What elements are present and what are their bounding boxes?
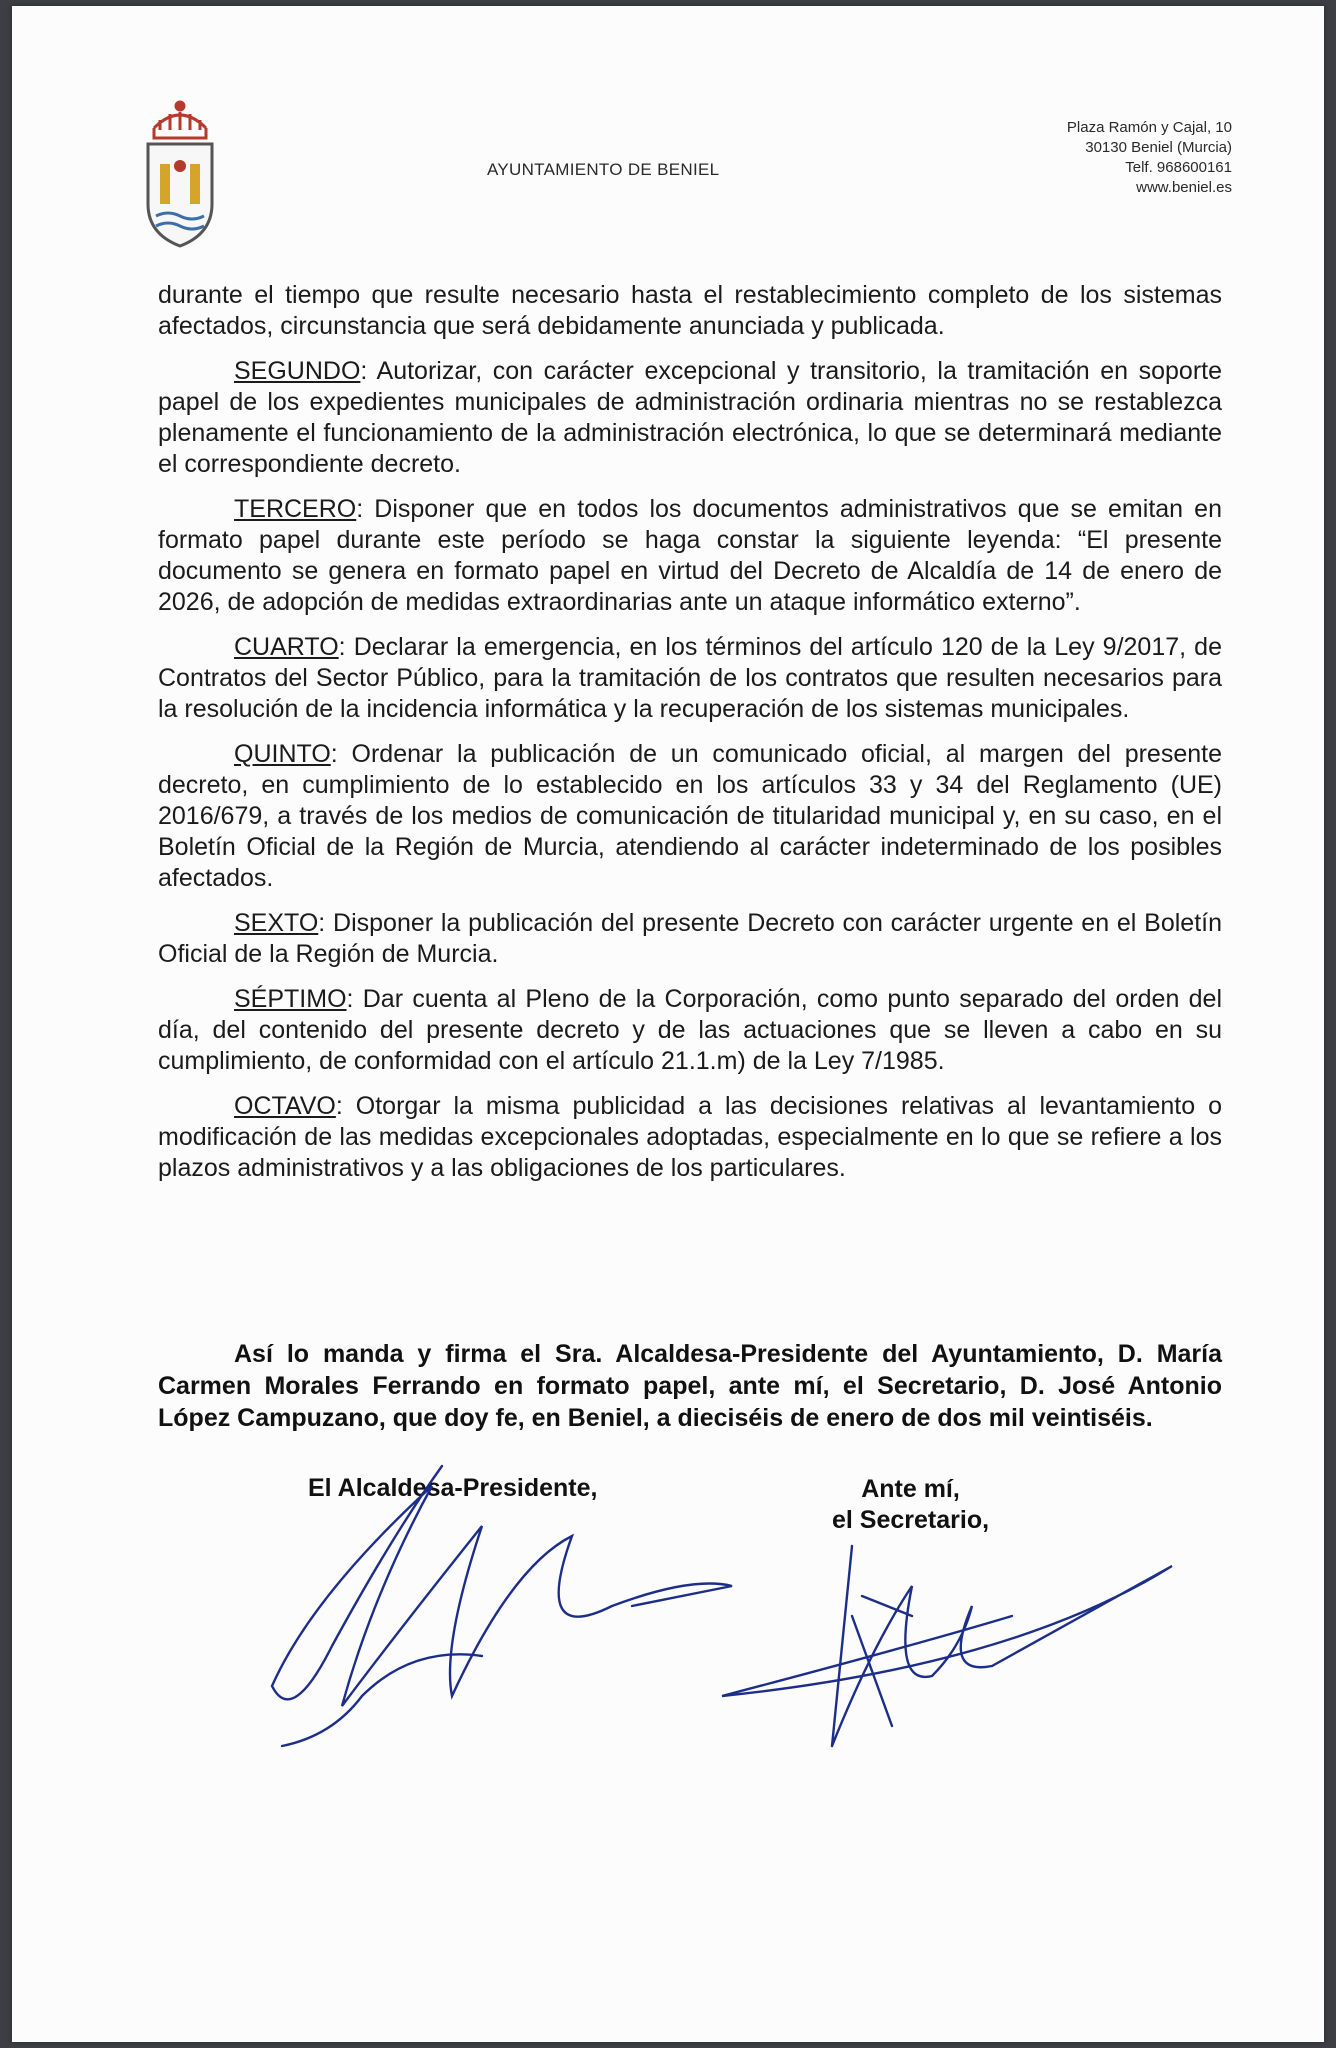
article-sexto xyxy=(158,908,1222,970)
address-line: Plaza Ramón y Cajal, 10 xyxy=(1066,119,1232,136)
website-line: www.beniel.es xyxy=(1136,179,1232,196)
secretary-signature xyxy=(722,1546,1172,1746)
secretary-line-2: el Secretario, xyxy=(832,1506,990,1534)
article-quinto xyxy=(158,739,1222,894)
handwritten-signatures xyxy=(12,1446,1324,1786)
article-keyword: CUARTO xyxy=(234,633,339,661)
phone-line: Telf. 968600161 xyxy=(1125,159,1232,176)
letterhead xyxy=(12,6,1324,256)
article-keyword: TERCERO xyxy=(234,495,357,523)
address-line: 30130 Beniel (Murcia) xyxy=(1085,139,1232,156)
article-text: : Declarar la emergencia, en los términos del artículo 120 de la Ley 9/2017, de Contratos del Sector Público, para la tramitación de los contratos que resulten necesarios para la resolución de la incidencia informática y la recuperación de los sistemas municipales. xyxy=(158,633,1222,723)
mayor-signature-underline xyxy=(282,1654,482,1746)
article-text: : Disponer la publicación del presente Decreto con carácter urgente en el Boletín Oficial de la Región de Murcia. xyxy=(158,909,1222,968)
mayor-signature xyxy=(272,1466,732,1706)
closing-statement: Así lo manda y firma el Sra. Alcaldesa-Presidente del Ayuntamiento, D. María Carmen Morales Ferrando en formato papel, ante mí, el Secretario, D. José Antonio López Campuzano, que doy fe, en Beniel, a dieciséis de enero de dos mil veintiséis. xyxy=(158,1340,1222,1432)
secretary-line-1: Ante mí, xyxy=(861,1475,960,1503)
article-keyword: SEGUNDO xyxy=(234,357,361,385)
article-text: : Dar cuenta al Pleno de la Corporación, como punto separado del orden del día, del contenido del presente decreto y de las actuaciones que se lleven a cabo en su cumplimiento, de conformidad con el artículo 21.1.m) de la Ley 7/1985. xyxy=(158,985,1222,1075)
article-segundo xyxy=(158,356,1222,480)
article-octavo xyxy=(158,1091,1222,1184)
article-text: : Ordenar la publicación de un comunicado oficial, al margen del presente decreto, en cumplimiento de lo establecido en los artículos 33 y 34 del Reglamento (UE) 2016/679, a través de los medios de comunicación de titularidad municipal y, en su caso, en el Boletín Oficial de la Región de Murcia, atendiendo al carácter indeterminado de los posibles afectados. xyxy=(158,740,1222,892)
address-block xyxy=(1067,118,1232,198)
article-cuarto xyxy=(158,632,1222,725)
article-keyword: SEXTO xyxy=(234,909,319,937)
document-page xyxy=(12,6,1324,2042)
decree-body xyxy=(158,280,1222,1198)
article-keyword: QUINTO xyxy=(234,740,331,768)
article-septimo xyxy=(158,984,1222,1077)
article-keyword: OCTAVO xyxy=(234,1092,336,1120)
ayuntamiento-title: AYUNTAMIENTO DE BENIEL xyxy=(487,160,720,179)
article-text: : Disponer que en todos los documentos administrativos que se emitan en formato papel durante este período se haga constar la siguiente leyenda: “El presente documento se genera en formato papel en virtud del Decreto de Alcaldía de 14 de enero de 2026, de adopción de medidas extraordinarias ante un ataque informático externo”. xyxy=(158,495,1222,616)
article-text: : Autorizar, con carácter excepcional y transitorio, la tramitación en soporte papel de los expedientes municipales de administración ordinaria mientras no se restablezca plenamente el funcionamiento de la administración electrónica, lo que se determinará mediante el correspondiente decreto. xyxy=(158,357,1222,478)
secretary-signature-cross xyxy=(852,1596,912,1726)
article-tercero xyxy=(158,494,1222,618)
article-text: : Otorgar la misma publicidad a las decisiones relativas al levantamiento o modificación de las medidas excepcionales adoptadas, especialmente en lo que se refiere a los plazos administrativos y a las obligaciones de los particulares. xyxy=(158,1092,1222,1182)
mayor-signature-title: El Alcaldesa-Presidente, xyxy=(308,1474,598,1502)
continued-paragraph: durante el tiempo que resulte necesario hasta el restablecimiento completo de los sistemas afectados, circunstancia que será debidamente anunciada y publicada. xyxy=(158,281,1222,340)
municipal-crest-logo xyxy=(140,94,220,254)
article-keyword: SÉPTIMO xyxy=(234,985,347,1013)
